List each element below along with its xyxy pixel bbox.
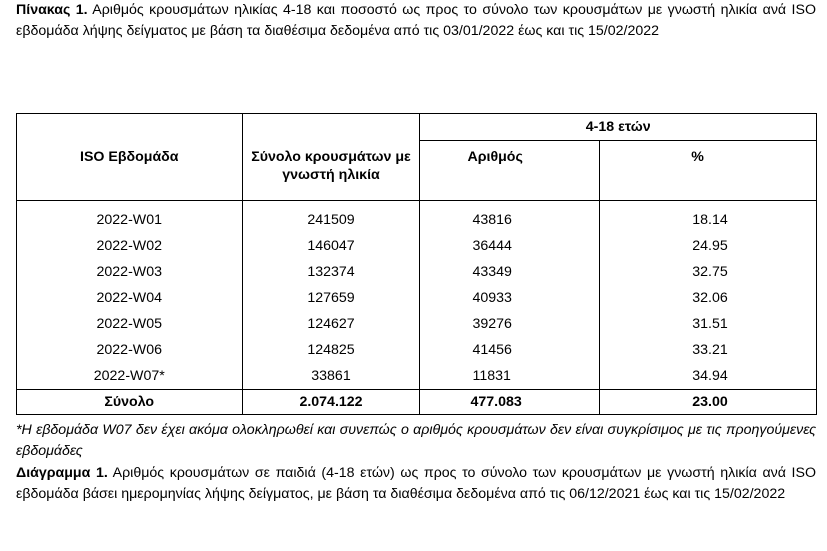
empty-header-cell (242, 114, 420, 141)
table-row (17, 259, 817, 285)
total-cases-sum: 2.074.122 (242, 390, 420, 415)
header-total-cases-text: Σύνολο κρουσμάτων με γνωστή ηλικία (251, 148, 411, 183)
table-row (17, 285, 817, 311)
table-row (17, 363, 817, 390)
cell-week: 2022-W06 (17, 337, 243, 363)
cell-total: 127659 (242, 285, 420, 311)
cell-week: 2022-W02 (17, 233, 243, 259)
cell-percent: 24.95 (600, 233, 817, 259)
table-total-row (17, 390, 817, 415)
chart-caption (16, 463, 816, 505)
total-count-sum: 477.083 (420, 390, 600, 415)
cell-total: 146047 (242, 233, 420, 259)
cell-week: 2022-W04 (17, 285, 243, 311)
cell-week: 2022-W03 (17, 259, 243, 285)
empty-header-cell (17, 114, 243, 141)
table-caption-text: Αριθμός κρουσμάτων ηλικίας 4-18 και ποσοστό ως προς το σύνολο των κρουσμάτων με γνωστή ηλικία ανά ISO εβδομάδα λήψης δείγματος με βάση τα διαθέσιμα δεδομένα από τις 03/01/2022 έως και τις 15/02/2022 (16, 2, 816, 39)
cell-total: 33861 (242, 363, 420, 390)
header-iso-week: ISO Εβδομάδα (17, 141, 243, 201)
header-count: Αριθμός (420, 141, 600, 201)
table-footnote: *Η εβδομάδα W07 δεν έχει ακόμα ολοκληρωθεί και συνεπώς ο αριθμός κρουσμάτων δεν είναι συγκρίσιμος με τις προηγούμενες εβδομάδες (16, 422, 816, 459)
cell-week: 2022-W01 (17, 201, 243, 234)
cell-week: 2022-W05 (17, 311, 243, 337)
table-caption-label: Πίνακας 1. (16, 2, 88, 18)
chart-caption-text: Αριθμός κρουσμάτων σε παιδιά (4-18 ετών) ως προς το σύνολο των κρουσμάτων με γνωστή ηλικία ανά ISO εβδομάδα βάσει ημερομηνίας λήψης δείγματος, με βάση τα διαθέσιμα δεδομένα από τις 06/12/2021 έως και τις 15/02/2022 (16, 465, 816, 502)
cell-total: 132374 (242, 259, 420, 285)
table-row (17, 233, 817, 259)
age-group-header: 4-18 ετών (420, 114, 817, 141)
header-total-cases (242, 141, 420, 201)
cell-count: 11831 (420, 363, 600, 390)
cell-count: 43349 (420, 259, 600, 285)
cell-percent: 32.75 (600, 259, 817, 285)
cell-total: 124627 (242, 311, 420, 337)
table-group-header-row (17, 114, 817, 141)
table-caption (16, 0, 816, 42)
cell-count: 43816 (420, 201, 600, 234)
header-percent: % (600, 141, 817, 201)
table-row (17, 337, 817, 363)
cell-week: 2022-W07* (17, 363, 243, 390)
cell-percent: 18.14 (600, 201, 817, 234)
cell-percent: 31.51 (600, 311, 817, 337)
cell-count: 41456 (420, 337, 600, 363)
total-percent: 23.00 (600, 390, 817, 415)
cell-count: 36444 (420, 233, 600, 259)
cell-percent: 32.06 (600, 285, 817, 311)
cell-percent: 34.94 (600, 363, 817, 390)
cell-total: 241509 (242, 201, 420, 234)
cell-count: 40933 (420, 285, 600, 311)
table-row (17, 311, 817, 337)
cell-total: 124825 (242, 337, 420, 363)
table-row (17, 201, 817, 234)
cell-count: 39276 (420, 311, 600, 337)
cases-table (16, 113, 817, 415)
cell-percent: 33.21 (600, 337, 817, 363)
table-header-row (17, 141, 817, 201)
chart-caption-label: Διάγραμμα 1. (16, 465, 108, 481)
total-label: Σύνολο (17, 390, 243, 415)
